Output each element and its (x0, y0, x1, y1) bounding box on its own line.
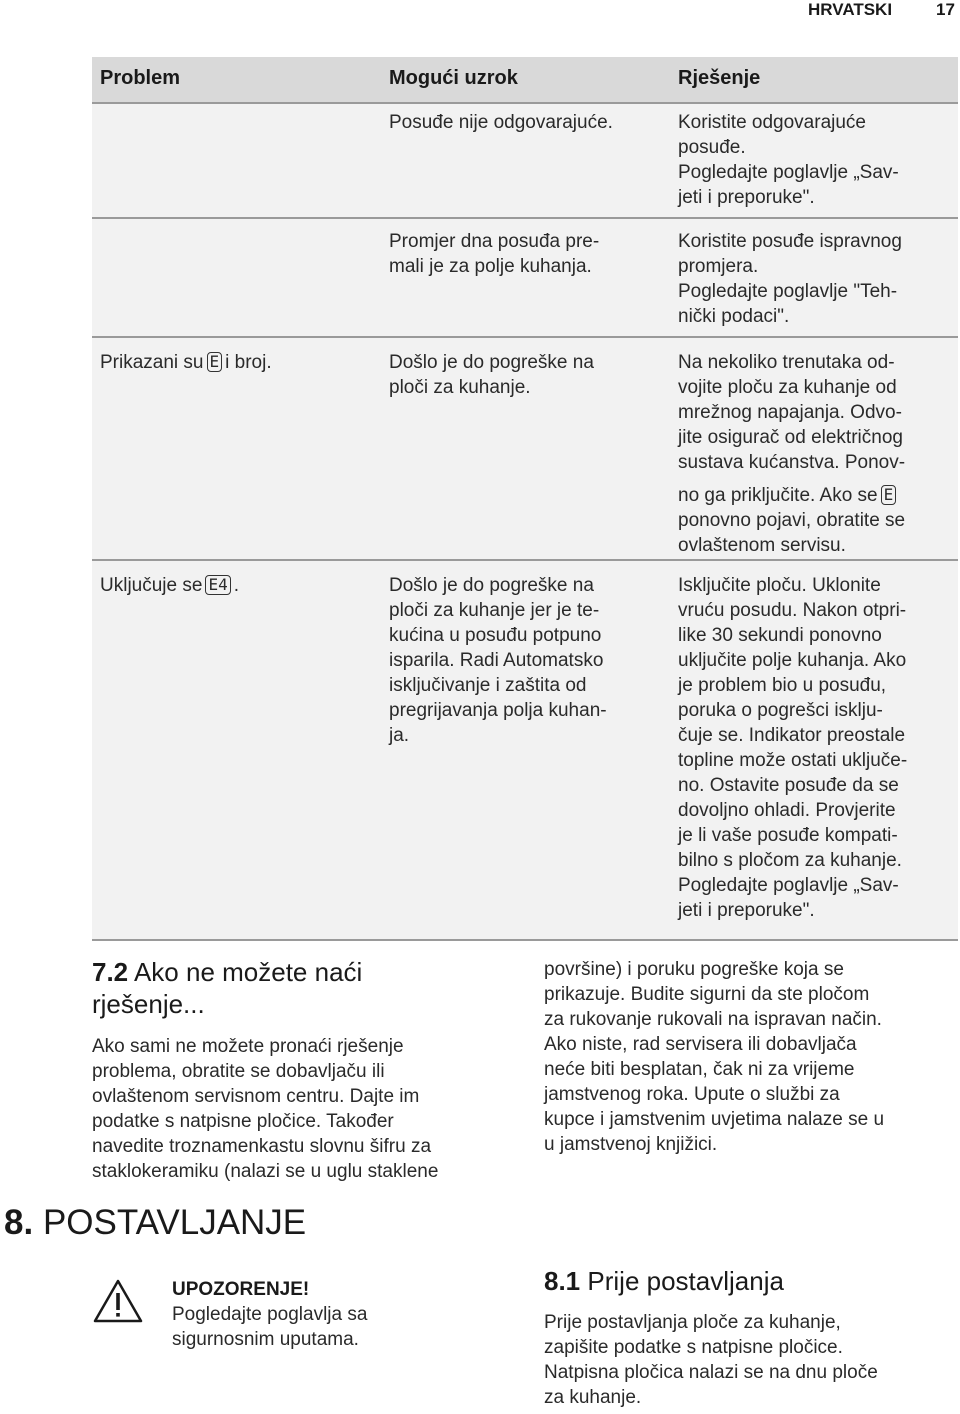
section-7-2-body-left (92, 1034, 522, 1184)
solution-line: jeti i preporuke". (678, 187, 815, 208)
solution-line: nički podaci". (678, 306, 790, 327)
solution-line: Pogledajte poglavlje „Sav- (678, 875, 899, 896)
paragraph-line: kupce i jamstvenim uvjetima nalaze se u (544, 1109, 885, 1130)
solution-line: bilno s pločom za kuhanje. (678, 850, 902, 871)
paragraph-line: neće biti besplatan, čak ni za vrijeme (544, 1059, 855, 1080)
section-number: 8.1 (544, 1266, 581, 1296)
paragraph-line: za rukovanje rukovali na ispravan način. (544, 1009, 882, 1030)
cause-cell (389, 350, 664, 400)
paragraph-line: zapišite podatke s natpisne pločice. (544, 1337, 843, 1358)
paragraph-line: navedite troznamenkastu slovnu šifru za (92, 1136, 432, 1157)
solution-line: ovlaštenom servisu. (678, 535, 846, 556)
paragraph-line: podatke s natpisne pločice. Također (92, 1111, 394, 1132)
solution-line: uključite polje kuhanja. Ako (678, 650, 907, 671)
troubleshooting-table (92, 57, 958, 941)
solution-line: dovoljno ohladi. Provjerite (678, 800, 896, 821)
solution-line: jeti i preporuke". (678, 900, 815, 921)
warning-text (172, 1302, 432, 1352)
cause-line: ploči za kuhanje jer je te- (389, 600, 600, 621)
section-8-1-heading (544, 1265, 784, 1297)
section-number: 8. (4, 1203, 34, 1242)
paragraph-line: Prije postavljanja ploče za kuhanje, (544, 1312, 841, 1333)
table-row (92, 338, 958, 561)
cause-line: Došlo je do pogreške na (389, 352, 594, 373)
section-title: Prije postavljanja (587, 1266, 784, 1296)
cause-line: kućina u posuđu potpuno (389, 625, 602, 646)
problem-text: Prikazani su (100, 352, 204, 373)
table-row (92, 219, 958, 338)
paragraph-line: ovlaštenom servisnom centru. Dajte im (92, 1086, 420, 1107)
cause-line: mali je za polje kuhanja. (389, 256, 592, 277)
solution-line-with-symbol (678, 483, 953, 508)
solution-line: Pogledajte poglavlje „Sav- (678, 162, 899, 183)
table-row (92, 104, 958, 219)
language-label: HRVATSKI (808, 0, 893, 19)
paragraph-line: Natpisna pločica nalazi se na dnu ploče (544, 1362, 878, 1383)
solution-line: čuje se. Indikator preostale (678, 725, 906, 746)
paragraph-line: Ako niste, rad servisera ili dobavljača (544, 1034, 857, 1055)
section-title: rješenje... (92, 989, 205, 1019)
cause-line: Promjer dna posuđa pre- (389, 231, 600, 252)
solution-line: Koristite posuđe ispravnog (678, 231, 902, 252)
solution-cell (678, 110, 953, 210)
warning-line: Pogledajte poglavlja sa (172, 1304, 368, 1325)
solution-cell (678, 573, 953, 923)
solution-cell (678, 229, 953, 329)
problem-text: . (233, 575, 239, 596)
solution-line: Na nekoliko trenutaka od- (678, 352, 895, 373)
section-title: POSTAVLJANJE (42, 1203, 307, 1242)
solution-text: no ga priključite. Ako se (678, 485, 878, 506)
section-8-heading (4, 1203, 306, 1243)
solution-line: jite osigurač od električnog (678, 427, 903, 448)
cause-line: ja. (389, 725, 410, 746)
paragraph-line: jamstvenog roka. Upute o službi za (544, 1084, 840, 1105)
problem-text: Uključuje se (100, 575, 203, 596)
solution-line: like 30 sekundi ponovno (678, 625, 882, 646)
warning-title: UPOZORENJE! (172, 1279, 310, 1300)
solution-line: topline može ostati uključe- (678, 750, 908, 771)
section-8-1-body (544, 1310, 956, 1410)
cause-line: Došlo je do pogreške na (389, 575, 594, 596)
section-7-2-body-right (544, 957, 956, 1157)
solution-line: sustava kućanstva. Ponov- (678, 452, 906, 473)
section-number: 7.2 (92, 957, 129, 987)
solution-cell (678, 350, 953, 558)
solution-line: posuđe. (678, 137, 746, 158)
solution-line: Koristite odgovarajuće (678, 112, 866, 133)
problem-cell (100, 350, 272, 375)
solution-line: ponovno pojavi, obratite se (678, 510, 906, 531)
solution-line: promjera. (678, 256, 759, 277)
paragraph-line: prikazuje. Budite sigurni da ste pločom (544, 984, 870, 1005)
paragraph-line: Ako sami ne možete pronaći rješenje (92, 1036, 404, 1057)
cause-line: ploči za kuhanje. (389, 377, 531, 398)
cause-line: isključivanje i zaštita od (389, 675, 587, 696)
cause-line: pregrijavanja polja kuhan- (389, 700, 607, 721)
solution-line: no. Ostavite posuđe da se (678, 775, 899, 796)
solution-line: je li vaše posuđe kompati- (678, 825, 898, 846)
section-7-2-heading (92, 956, 362, 1020)
column-header-solution: Rješenje (678, 67, 761, 89)
solution-line: poruka o pogrešci isklju- (678, 700, 883, 721)
page-header (0, 0, 960, 20)
solution-line: je problem bio u posuđu, (678, 675, 887, 696)
problem-cell (100, 573, 239, 598)
warning-triangle-icon (92, 1278, 144, 1324)
error-display-symbol: E4 (205, 575, 230, 595)
solution-line: vojite ploču za kuhanje od (678, 377, 897, 398)
warning-line: sigurnosnim uputama. (172, 1329, 359, 1350)
paragraph-line: staklokeramiku (nalazi se u uglu staklene (92, 1161, 439, 1182)
problem-text: i broj. (225, 352, 272, 373)
cause-line: isparila. Radi Automatsko (389, 650, 604, 671)
paragraph-line: u jamstvenoj knjižici. (544, 1134, 718, 1155)
table-row (92, 561, 958, 941)
solution-line: Pogledajte poglavlje "Teh- (678, 281, 898, 302)
error-display-symbol: E (881, 485, 897, 505)
paragraph-line: za kuhanje. (544, 1387, 642, 1408)
cause-line: Posuđe nije odgovarajuće. (389, 112, 613, 133)
solution-line: vruću posudu. Nakon otpri- (678, 600, 907, 621)
column-header-problem: Problem (100, 67, 181, 89)
page-number: 17 (936, 0, 955, 19)
error-display-symbol: E (207, 352, 223, 372)
solution-line: mrežnog napajanja. Odvo- (678, 402, 902, 423)
cause-cell (389, 229, 664, 279)
solution-line: Isključite ploču. Uklonite (678, 575, 881, 596)
column-header-cause: Mogući uzrok (389, 67, 518, 89)
table-header (92, 57, 958, 104)
section-title: Ako ne možete naći (133, 957, 363, 987)
paragraph-line: problema, obratite se dobavljaču ili (92, 1061, 385, 1082)
cause-cell (389, 573, 664, 748)
paragraph-line: površine) i poruku pogreške koja se (544, 959, 844, 980)
cause-cell (389, 110, 664, 135)
